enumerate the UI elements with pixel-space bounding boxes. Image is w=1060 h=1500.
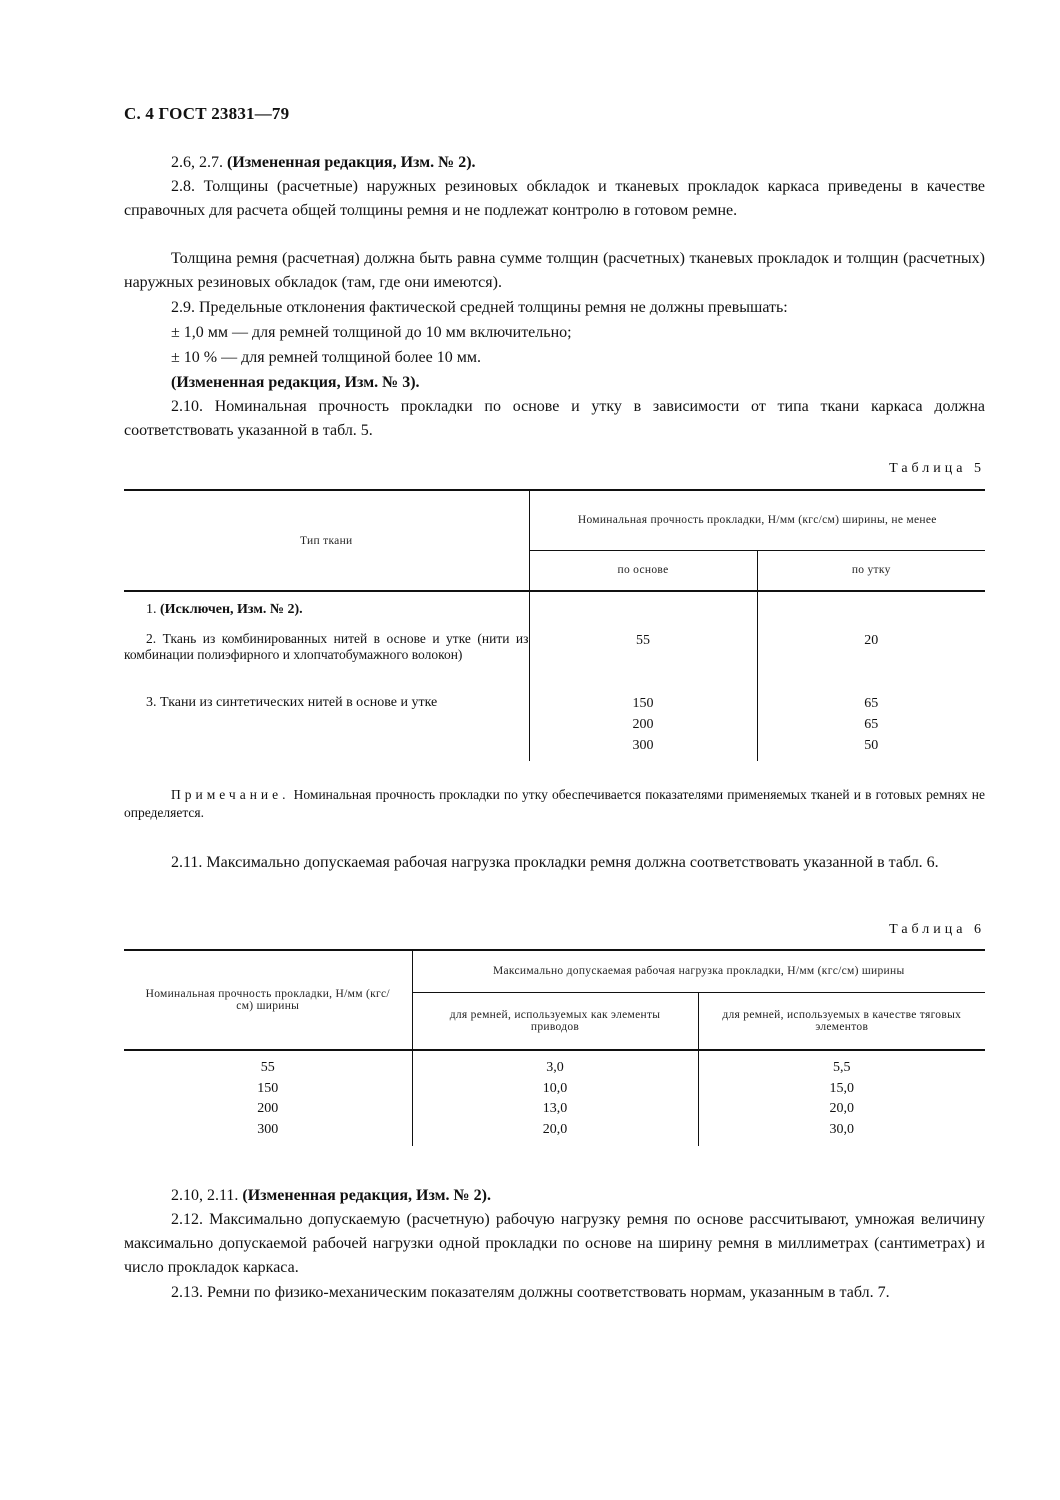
table-cell-value: 5,5 <box>833 1060 851 1075</box>
table-5 <box>124 489 985 761</box>
table-5-row-2-weft: 20 <box>864 633 879 648</box>
table-cell-value: 20,0 <box>542 1121 568 1137</box>
table-cell-value: 65 <box>864 696 879 711</box>
table-5-header-base: по основе <box>529 550 757 591</box>
note-label: Примечание. <box>171 787 290 802</box>
paragraph-2-8: 2.8. Толщины (расчетные) наружных резиновых обкладок и тканевых прокладок каркаса приведены в качестве справочных для расчета общей толщины ремня и не подлежат контролю в готовом ремне. <box>124 178 985 219</box>
table-cell-value: 150 <box>257 1080 279 1096</box>
note-text: Номинальная прочность прокладки по утку обеспечивается показателями применяемых тканей и в готовых ремнях не определяется. <box>124 787 985 820</box>
table-cell-value: 50 <box>864 738 879 753</box>
paragraph-2-11: 2.11. Максимально допускаемая рабочая нагрузка прокладки ремня должна соответствовать указанной в табл. 6. <box>171 854 939 871</box>
table-cell-value: 10,0 <box>542 1080 568 1096</box>
table-5-caption: Таблица 5 <box>889 461 985 476</box>
tolerance-line-1: ± 1,0 мм — для ремней толщиной до 10 мм включительно; <box>171 324 572 341</box>
clause-label: 2.10, 2.11. <box>171 1187 239 1204</box>
row-number: 1. <box>146 602 157 617</box>
table-5-row-2-type: 2. Ткань из комбинированных нитей в основе и утке (нити из комбинации полиэфирного и хлопчатобумажного волокон) <box>124 627 529 691</box>
paragraph-2-10-2-11 <box>124 1184 985 1208</box>
paragraph-2-10: 2.10. Номинальная прочность прокладки по основе и утку в зависимости от типа ткани каркаса должна соответствовать указанной в табл. 5. <box>124 398 985 439</box>
page-header: С. 4 ГОСТ 23831—79 <box>124 104 290 123</box>
table-5-header-strength: Номинальная прочность прокладки, Н/мм (кгс/см) ширины, не менее <box>529 490 985 550</box>
table-cell-value: 20,0 <box>829 1101 854 1116</box>
table-5-note <box>124 786 985 822</box>
table-5-header-type: Тип ткани <box>124 490 529 591</box>
table-6-header-traction: для ремней, используемых в качестве тяговых элементов <box>698 992 985 1050</box>
excluded-note: (Исключен, Изм. № 2). <box>160 602 303 617</box>
paragraph-thickness: Толщина ремня (расчетная) должна быть равна сумме толщин (расчетных) тканевых прокладок и толщин (расчетных) наружных резиновых обкладок (там, где они имеются). <box>124 250 985 291</box>
table-6-header-load: Максимально допускаемая рабочая нагрузка прокладки, Н/мм (кгс/см) ширины <box>412 950 985 992</box>
table-cell-value: 13,0 <box>542 1101 568 1116</box>
table-6-strength-column <box>124 1050 412 1146</box>
paragraph-2-12: 2.12. Максимально допускаемую (расчетную) рабочую нагрузку ремня по основе рассчитывают, умножая величину максимально допускаемой рабочей нагрузки одной прокладки по основе на ширину ремня в миллиметрах (сантиметрах) и число прокладок каркаса. <box>124 1211 985 1276</box>
table-cell-value: 15,0 <box>829 1080 854 1096</box>
paragraph-2-13: 2.13. Ремни по физико-механическим показателям должны соответствовать нормам, указанным в табл. 7. <box>171 1284 890 1301</box>
table-5-row-3-base <box>529 691 757 761</box>
table-6-header-strength: Номинальная прочность прокладки, Н/мм (кгс/см) ширины <box>124 950 412 1050</box>
table-cell-value: 55 <box>260 1060 275 1075</box>
table-row <box>124 691 985 761</box>
paragraph-2-9: 2.9. Предельные отклонения фактической средней толщины ремня не должны превышать: <box>171 299 788 316</box>
table-5-row-3-type: 3. Ткани из синтетических нитей в основе и утке <box>124 691 529 761</box>
table-5-row-1-type <box>124 591 529 627</box>
table-row <box>124 627 985 691</box>
table-5-header-weft: по утку <box>757 550 985 591</box>
table-6-traction-column <box>698 1050 985 1146</box>
amendment-note-3: (Измененная редакция, Изм. № 3). <box>171 374 420 391</box>
table-5-row-2-base: 55 <box>529 627 757 691</box>
clause-label: 2.6, 2.7. <box>171 154 223 171</box>
table-cell-value: 65 <box>864 717 879 732</box>
table-cell-value: 3,0 <box>546 1060 564 1075</box>
table-6-caption: Таблица 6 <box>889 922 985 937</box>
table-cell-value: 150 <box>632 696 654 711</box>
amendment-note: (Измененная редакция, Изм. № 2). <box>227 154 476 171</box>
table-6-header-drive: для ремней, используемых как элементы приводов <box>412 992 698 1050</box>
table-cell-value: 200 <box>632 717 654 732</box>
table-row <box>124 1050 985 1146</box>
table-5-row-3-weft <box>757 691 985 761</box>
table-6-drive-column <box>412 1050 698 1146</box>
amendment-note: (Измененная редакция, Изм. № 2). <box>242 1187 491 1204</box>
table-cell-value: 30,0 <box>829 1121 854 1137</box>
table-cell-value: 300 <box>632 738 654 753</box>
paragraph-2-6-2-7 <box>124 151 985 175</box>
table-6 <box>124 949 985 1146</box>
tolerance-line-2: ± 10 % — для ремней толщиной более 10 мм. <box>171 349 481 366</box>
table-cell-value: 300 <box>257 1121 279 1137</box>
table-cell-value: 200 <box>257 1101 279 1116</box>
table-row <box>124 591 985 627</box>
